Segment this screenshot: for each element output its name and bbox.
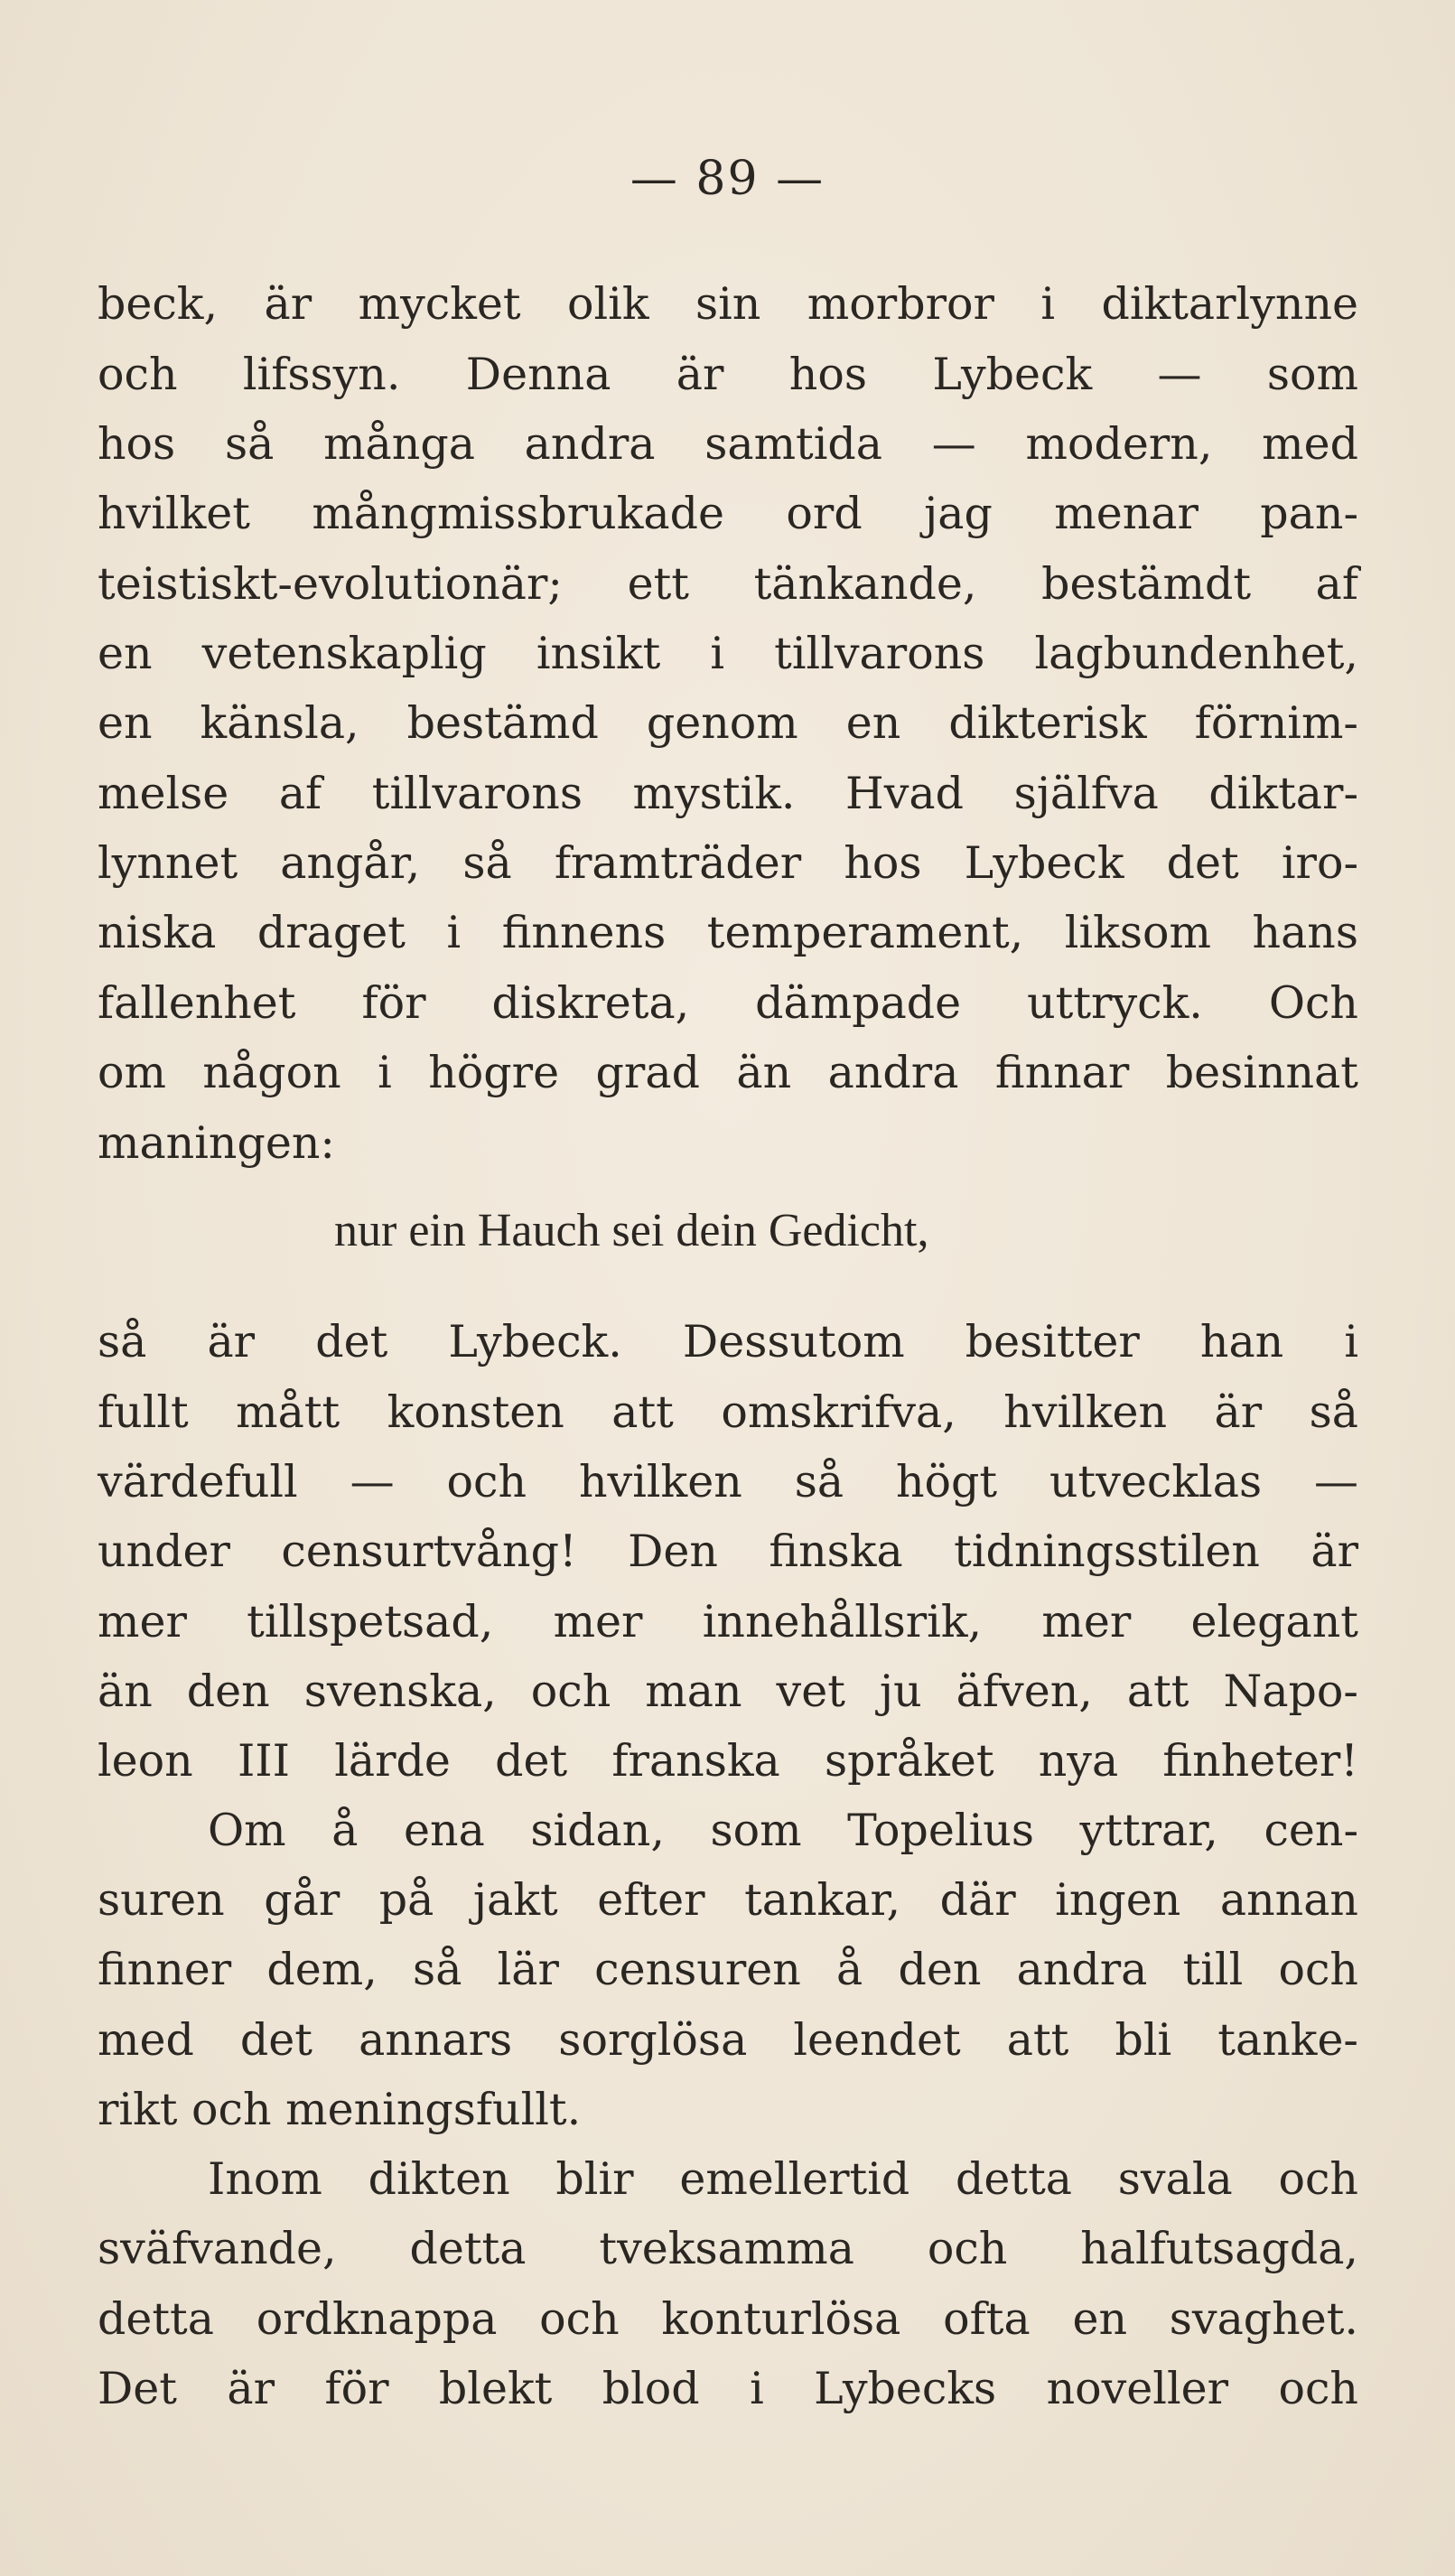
text-line: värdefull — och hvilken så högt utvecklas —: [98, 1456, 1358, 1507]
text-line: melse af tillvarons mystik. Hvad själfva diktar-: [98, 768, 1358, 819]
text-line: en vetenskaplig insikt i tillvarons lagbundenhet,: [98, 628, 1358, 679]
text-line: hos så många andra samtida — modern, med: [98, 418, 1358, 470]
text-line: Inom dikten blir emellertid detta svala och: [208, 2153, 1358, 2205]
text-line: Om å ena sidan, som Topelius yttrar, cen-: [208, 1805, 1358, 1856]
text-line: med det annars sorglösa leendet att bli tanke-: [98, 2014, 1358, 2066]
text-line: fullt mått konsten att omskrifva, hvilken är så: [98, 1386, 1358, 1438]
text-line: rikt och meningsfullt.: [98, 2084, 582, 2135]
text-line: fallenhet för diskreta, dämpade uttryck. Och: [98, 977, 1358, 1029]
text-line: än den svenska, och man vet ju äfven, att Napo-: [98, 1666, 1358, 1717]
text-line: mer tillspetsad, mer innehållsrik, mer elegant: [98, 1596, 1358, 1647]
text-line: och lifssyn. Denna är hos Lybeck — som: [98, 349, 1358, 400]
text-line: maningen:: [98, 1117, 335, 1169]
text-line: finner dem, så lär censuren å den andra till och: [98, 1944, 1358, 1995]
text-line: teistiskt-evolutionär; ett tänkande, bestämdt af: [98, 558, 1358, 610]
text-line: Det är för blekt blod i Lybecks noveller och: [98, 2363, 1358, 2414]
text-line: niska draget i finnens temperament, liksom hans: [98, 907, 1358, 958]
text-line: suren går på jakt efter tankar, där ingen annan: [98, 1874, 1358, 1926]
text-line: lynnet angår, så framträder hos Lybeck det iro-: [98, 837, 1358, 889]
verse-quote: nur ein Hauch sei dein Gedicht,: [334, 1205, 929, 1256]
text-line: en känsla, bestämd genom en dikterisk förnim-: [98, 697, 1358, 749]
text-line: sväfvande, detta tveksamma och halfutsagda,: [98, 2223, 1358, 2274]
text-line: detta ordknappa och konturlösa ofta en svaghet.: [98, 2293, 1358, 2345]
page-number: — 89 —: [630, 152, 825, 206]
text-line: så är det Lybeck. Dessutom besitter han i: [98, 1316, 1358, 1367]
text-line: om någon i högre grad än andra finnar besinnat: [98, 1047, 1358, 1098]
text-line: hvilket mångmissbrukade ord jag menar pan-: [98, 488, 1358, 539]
text-line: under censurtvång! Den finska tidningsstilen är: [98, 1526, 1358, 1577]
text-line: leon III lärde det franska språket nya finheter!: [98, 1735, 1358, 1787]
text-line: beck, är mycket olik sin morbror i diktarlynne: [98, 278, 1358, 330]
